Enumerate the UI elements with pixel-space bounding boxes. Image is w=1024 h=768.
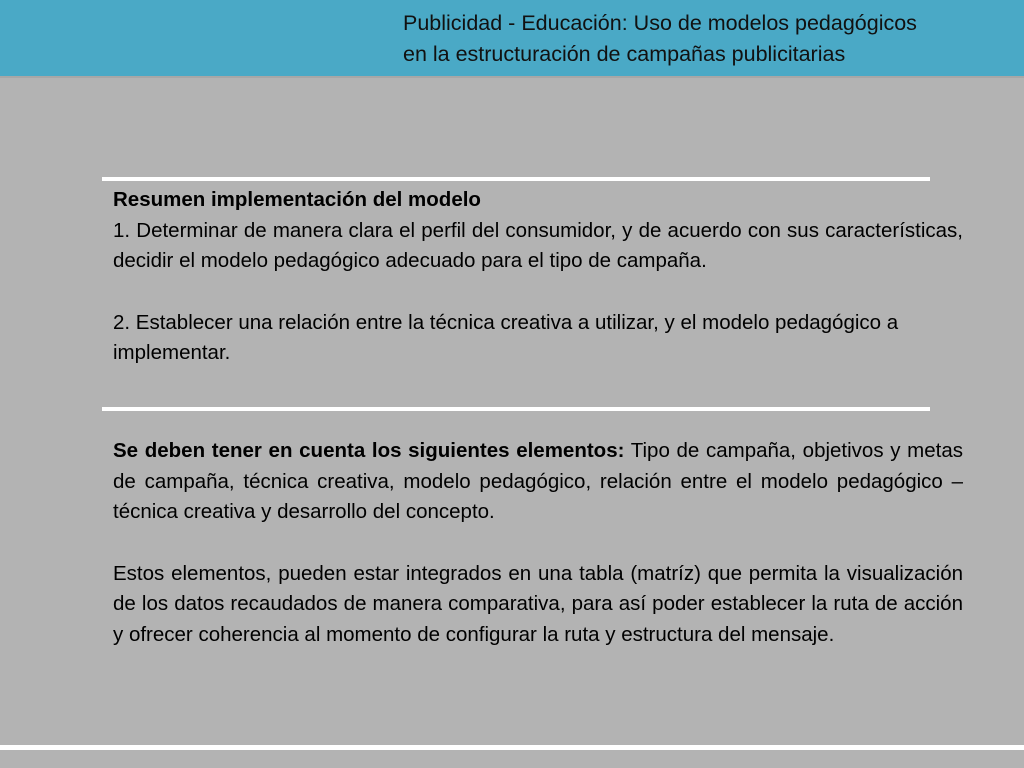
slide-header [0, 0, 1024, 78]
slide-title-line-2: en la estructuración de campañas publicitarias [403, 42, 846, 66]
divider-top [102, 177, 930, 181]
closing-paragraph: Estos elementos, pueden estar integrados en una tabla (matríz) que permita la visualización de los datos recaudados de manera comparativa, para así poder establecer la ruta de acción y ofrecer coherencia al momento de configurar la ruta y estructura del mensaje. [113, 561, 963, 646]
divider-bottom [0, 745, 1024, 750]
divider-middle [102, 407, 930, 411]
summary-step-2: 2. Establecer una relación entre la técnica creativa a utilizar, y el modelo pedagógico a implementar. [113, 310, 899, 364]
summary-step-1: 1. Determinar de manera clara el perfil del consumidor, y de acuerdo con sus características, decidir el modelo pedagógico adecuado para el tipo de campaña. [113, 218, 963, 272]
spacer [113, 277, 963, 308]
elements-paragraph [113, 436, 963, 528]
elements-lead: Se deben tener en cuenta los siguientes elementos: [113, 439, 625, 462]
slide-title-line-1: Publicidad - Educación: Uso de modelos pedagógicos [403, 11, 917, 35]
summary-section [113, 185, 963, 369]
elements-list: Tipo de campaña, objetivos y metas de campaña, técnica creativa, modelo pedagógico, relación entre el modelo pedagógico – técnica creativa y desarrollo del concepto. [113, 439, 963, 523]
summary-heading: Resumen implementación del modelo [113, 188, 481, 211]
spacer [113, 528, 963, 559]
elements-section [113, 436, 963, 650]
slide-title [403, 8, 1018, 70]
